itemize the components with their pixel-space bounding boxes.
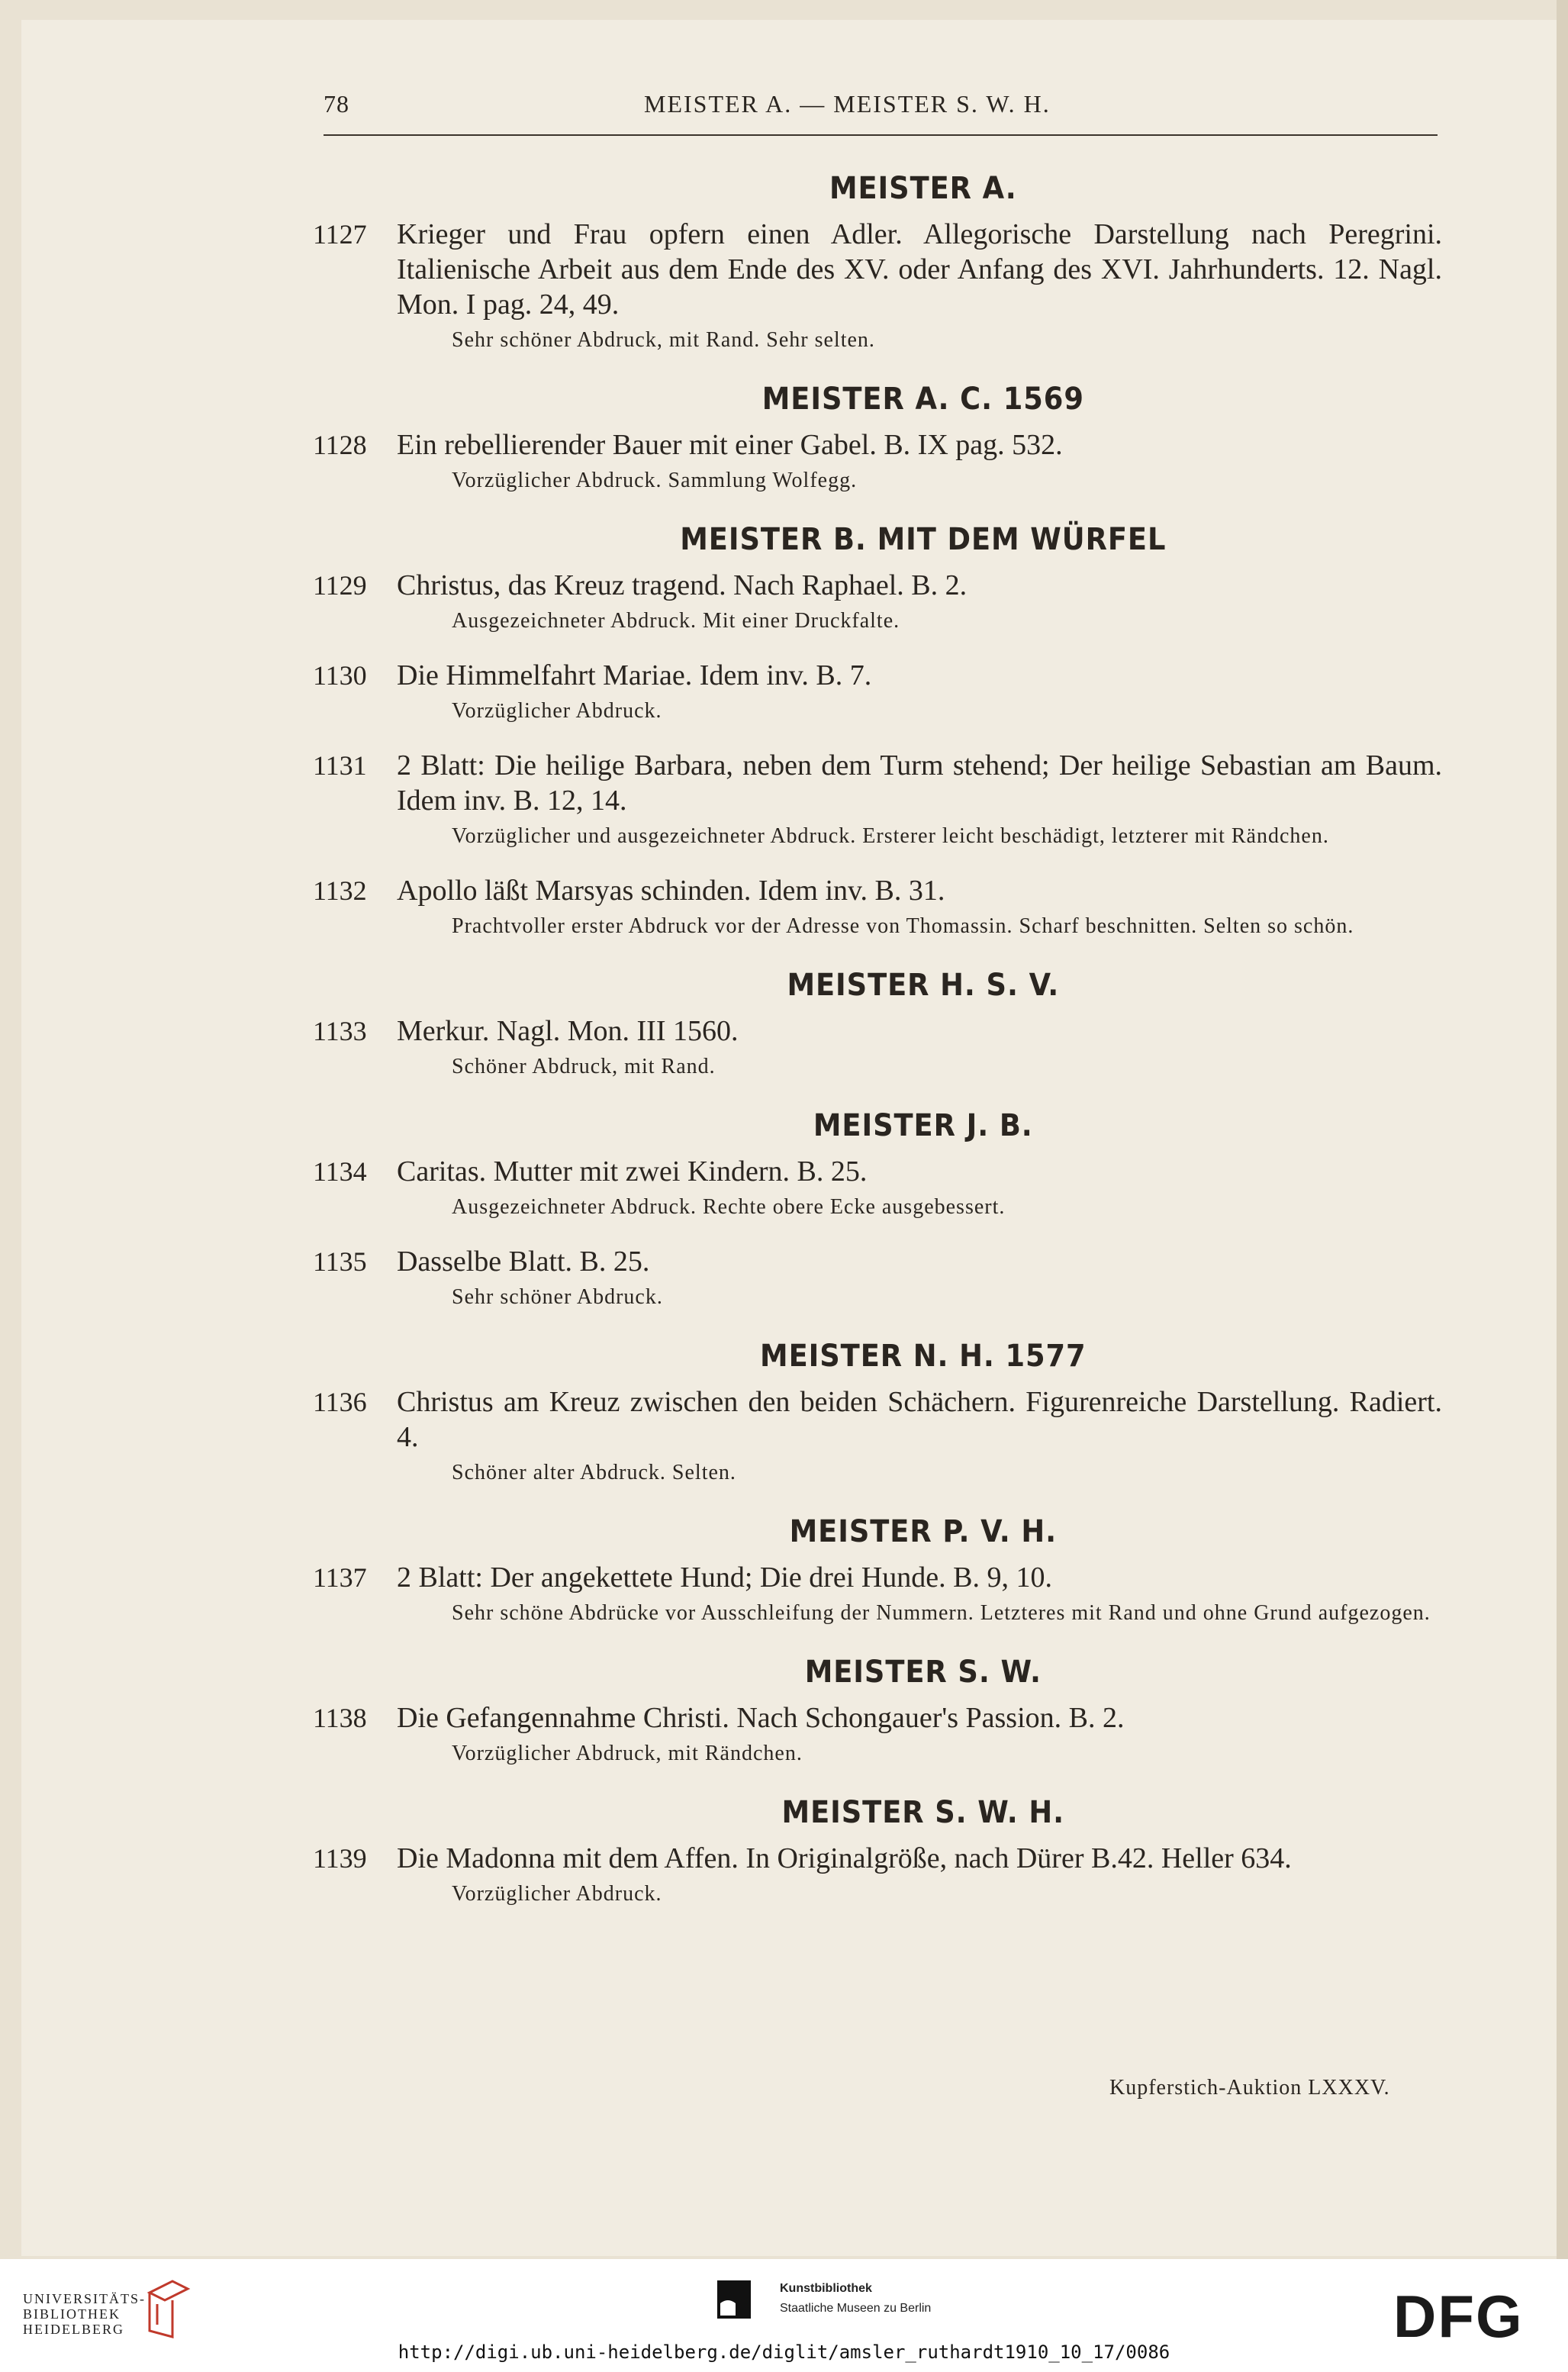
catalog-entry <box>313 873 1442 942</box>
lot-description: Krieger und Frau opfern einen Adler. Allegorische Darstellung nach Peregrini. Italienische Arbeit aus dem Ende des XV. oder Anfang des XVI. Jahrhunderts. 12. Nagl. Mon. I pag. 24, 49. <box>397 218 1442 321</box>
lot-condition-note: Vorzüglicher Abdruck. Sammlung Wolfegg. <box>452 469 858 492</box>
lot-description: Merkur. Nagl. Mon. III 1560. <box>397 1015 739 1047</box>
ub-heidelberg-logo-text <box>23 2291 146 2337</box>
kunstbibliothek-subtitle: Staatliche Museen zu Berlin <box>780 2302 932 2315</box>
catalog-section <box>313 522 1442 942</box>
lot-description: Caritas. Mutter mit zwei Kindern. B. 25. <box>397 1155 868 1188</box>
catalog-section <box>313 968 1442 1082</box>
catalog-section <box>313 382 1442 496</box>
lot-condition-note: Ausgezeichneter Abdruck. Mit einer Druckfalte. <box>452 609 900 633</box>
lot-number: 1139 <box>313 1843 367 1874</box>
lot-number: 1132 <box>313 875 367 906</box>
lot-description: 2 Blatt: Der angekettete Hund; Die drei Hunde. B. 9, 10. <box>397 1561 1053 1594</box>
section-title: MEISTER A. <box>829 171 1017 206</box>
section-title: MEISTER A. C. 1569 <box>761 382 1084 417</box>
ub-heidelberg-icon <box>142 2277 195 2338</box>
ub-logo-line: HEIDELBERG <box>23 2322 124 2337</box>
section-title: MEISTER B. MIT DEM WÜRFEL <box>680 522 1167 557</box>
catalog-entry <box>313 1841 1442 1910</box>
lot-description: Ein rebellierender Bauer mit einer Gabel. B. IX pag. 532. <box>397 429 1063 461</box>
lot-condition-note: Vorzüglicher Abdruck. <box>452 699 662 723</box>
lot-description: Christus, das Kreuz tragend. Nach Raphael. B. 2. <box>397 569 968 601</box>
ub-logo-line: UNIVERSITÄTS- <box>23 2291 146 2306</box>
lot-number: 1137 <box>313 1562 367 1593</box>
lot-number: 1128 <box>313 430 367 460</box>
section-title: MEISTER H. S. V. <box>787 968 1060 1003</box>
catalog-entry <box>313 217 1442 356</box>
catalog-entry <box>313 568 1442 637</box>
catalog-entry <box>313 658 1442 727</box>
section-title: MEISTER S. W. <box>804 1655 1042 1690</box>
section-title: MEISTER S. W. H. <box>781 1795 1065 1830</box>
lot-number: 1138 <box>313 1703 367 1733</box>
lot-number: 1130 <box>313 660 367 691</box>
section-title: MEISTER J. B. <box>813 1108 1033 1143</box>
dfg-logo: DFG <box>1393 2283 1524 2350</box>
lot-number: 1135 <box>313 1246 367 1277</box>
lot-condition-note: Schöner alter Abdruck. Selten. <box>452 1461 736 1484</box>
lot-condition-note: Ausgezeichneter Abdruck. Rechte obere Ecke ausgebessert. <box>452 1195 1006 1219</box>
catalog-section <box>313 1108 1442 1313</box>
section-title: MEISTER N. H. 1577 <box>760 1339 1087 1374</box>
lot-condition-note: Vorzüglicher Abdruck, mit Rändchen. <box>452 1742 803 1765</box>
lot-condition-note: Sehr schöner Abdruck. <box>452 1285 663 1309</box>
lot-number: 1129 <box>313 570 367 601</box>
header-rule <box>324 134 1438 136</box>
lot-description: Die Madonna mit dem Affen. In Originalgröße, nach Dürer B.42. Heller 634. <box>397 1842 1292 1874</box>
kunstbibliothek-logo-text <box>780 2279 931 2319</box>
catalog-entry <box>313 1244 1442 1313</box>
catalog-section <box>313 1514 1442 1629</box>
catalog-entry <box>313 1560 1442 1629</box>
lot-number: 1134 <box>313 1156 367 1187</box>
lot-condition-note: Schöner Abdruck, mit Rand. <box>452 1055 716 1078</box>
lot-number: 1133 <box>313 1016 367 1046</box>
lot-condition-note: Prachtvoller erster Abdruck vor der Adresse von Thomassin. Scharf beschnitten. Selten so schön. <box>452 914 1354 938</box>
kunstbibliothek-title: Kunstbibliothek <box>780 2282 872 2295</box>
page-number: 78 <box>324 90 349 118</box>
lot-condition-note: Sehr schöner Abdruck, mit Rand. Sehr selten. <box>452 328 875 352</box>
catalog-section <box>313 171 1442 356</box>
lot-description: Die Gefangennahme Christi. Nach Schongauer's Passion. B. 2. <box>397 1702 1125 1734</box>
lot-description: Dasselbe Blatt. B. 25. <box>397 1246 650 1278</box>
page-edge <box>1557 0 1568 2259</box>
section-title: MEISTER P. V. H. <box>789 1514 1057 1549</box>
lot-description: Die Himmelfahrt Mariae. Idem inv. B. 7. <box>397 659 872 691</box>
catalog-section <box>313 1339 1442 1488</box>
catalog-entry <box>313 1154 1442 1223</box>
lot-condition-note: Sehr schöne Abdrücke vor Ausschleifung der Nummern. Letzteres mit Rand und ohne Grund aufgezogen. <box>452 1601 1431 1625</box>
running-title: MEISTER A. — MEISTER S. W. H. <box>644 90 1051 118</box>
catalog-content <box>313 171 1442 1935</box>
catalog-section <box>313 1795 1442 1910</box>
lot-description: 2 Blatt: Die heilige Barbara, neben dem Turm stehend; Der heilige Sebastian am Baum. Idem inv. B. 12, 14. <box>397 749 1442 817</box>
lot-description: Christus am Kreuz zwischen den beiden Schächern. Figurenreiche Darstellung. Radiert. 4. <box>397 1386 1442 1453</box>
lot-number: 1127 <box>313 219 367 250</box>
catalog-entry <box>313 748 1442 852</box>
lot-condition-note: Vorzüglicher Abdruck. <box>452 1882 662 1906</box>
kunstbibliothek-icon <box>717 2280 751 2319</box>
lot-number: 1136 <box>313 1387 367 1417</box>
running-header <box>324 90 1438 136</box>
lot-condition-note: Vorzüglicher und ausgezeichneter Abdruck. Ersterer leicht beschädigt, letzterer mit Rändchen. <box>452 824 1329 848</box>
lot-number: 1131 <box>313 750 367 781</box>
catalog-entry <box>313 1384 1442 1488</box>
footer-signature: Kupferstich-Auktion LXXXV. <box>1109 2076 1390 2100</box>
catalog-entry <box>313 1700 1442 1769</box>
catalog-section <box>313 1655 1442 1769</box>
page-url[interactable]: http://digi.ub.uni-heidelberg.de/diglit/amsler_ruthardt1910_10_17/0086 <box>398 2341 1170 2363</box>
catalog-entry <box>313 427 1442 496</box>
ub-logo-line: BIBLIOTHEK <box>23 2306 121 2322</box>
catalog-entry <box>313 1014 1442 1082</box>
lot-description: Apollo läßt Marsyas schinden. Idem inv. B. 31. <box>397 875 945 907</box>
